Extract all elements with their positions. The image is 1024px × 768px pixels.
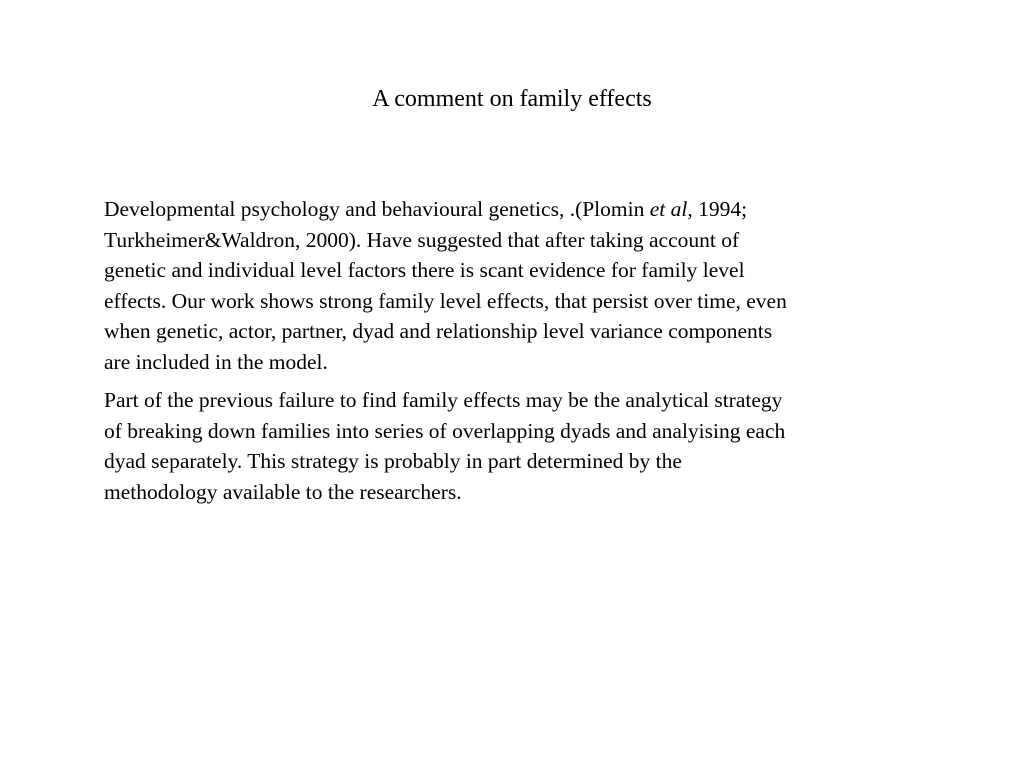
paragraph-1-line-5: when genetic, actor, partner, dyad and relationship level variance components: [104, 319, 773, 343]
paragraph-analytical-strategy: [104, 385, 934, 507]
paragraph-1-line-3: genetic and individual level factors there is scant evidence for family level: [104, 258, 745, 282]
paragraph-2-line-4: methodology available to the researchers.: [104, 479, 462, 504]
paragraph-1-line-6: are included in the model.: [104, 349, 328, 374]
paragraph-2-line-2: of breaking down families into series of overlapping dyads and analyising each: [104, 418, 786, 443]
paragraph-2-line-3: dyad separately. This strategy is probably in part determined by the: [104, 449, 682, 473]
paragraph-family-effects-evidence: [104, 194, 934, 377]
slide-title: A comment on family effects: [372, 86, 652, 112]
paragraph-2-line-1: Part of the previous failure to find family effects may be the analytical strategy: [104, 388, 783, 412]
paragraph-1-line-1-end: 1994;: [692, 197, 748, 221]
paragraph-1-line-1-start: Developmental psychology and behavioural genetics, .(Plomin: [104, 197, 650, 221]
citation-et-al: et al,: [649, 197, 693, 221]
paragraph-1-line-1: [104, 194, 934, 225]
paragraph-1-line-4: effects. Our work shows strong family level effects, that persist over time, even: [104, 288, 787, 313]
slide-body: [104, 194, 934, 515]
paragraph-1-line-2: Turkheimer&Waldron, 2000). Have suggested that after taking account of: [104, 227, 740, 252]
